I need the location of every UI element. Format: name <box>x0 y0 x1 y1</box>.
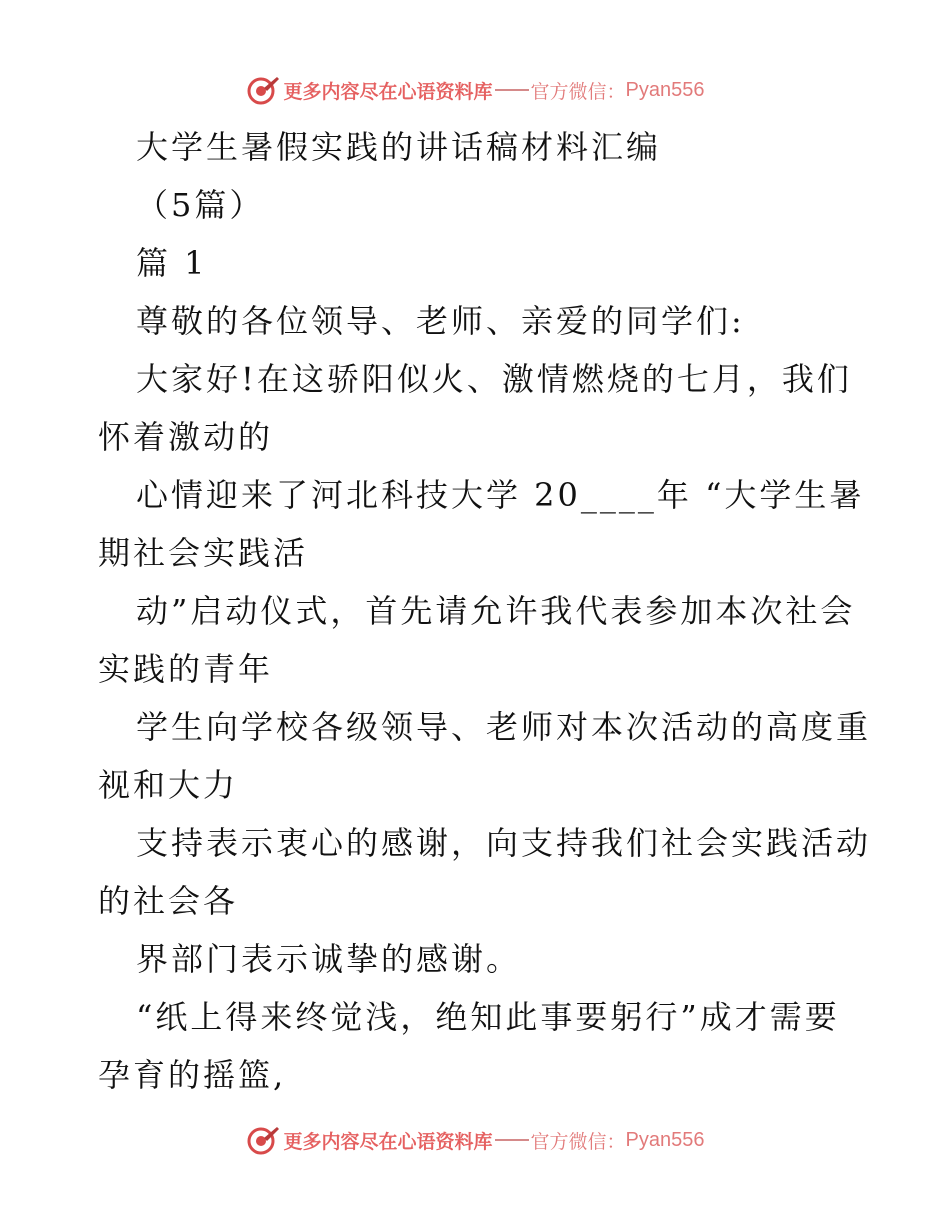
salutation: 尊敬的各位领导、老师、亲爱的同学们: <box>136 302 745 340</box>
document-title: 大学生暑假实践的讲话稿材料汇编 <box>136 128 662 166</box>
document-body <box>98 118 872 1104</box>
paragraph-line: 视和大力 <box>98 766 239 804</box>
section-heading: 篇 1 <box>136 244 208 282</box>
paragraph-line: 学生向学校各级领导、老师对本次活动的高度重 <box>136 708 872 746</box>
banner-dash <box>495 1139 529 1141</box>
banner-wechat-id: Pyan556 <box>625 78 705 101</box>
banner-wechat-label: 官方微信： <box>530 80 626 103</box>
footer-banner <box>0 1124 950 1156</box>
pen-logo-icon <box>246 1124 280 1156</box>
document-subtitle: （5篇） <box>136 186 265 224</box>
paragraph-line: 实践的青年 <box>98 650 274 688</box>
paragraph-line: 心情迎来了河北科技大学 20____年 “大学生暑 <box>136 476 865 514</box>
pen-logo-icon <box>246 74 280 106</box>
paragraph-line: 孕育的摇篮, <box>98 1056 287 1094</box>
paragraph-line: “纸上得来终觉浅，绝知此事要躬行”成才需要 <box>136 998 840 1036</box>
paragraph-line: 大家好!在这骄阳似火、激情燃烧的七月，我们 <box>136 360 852 398</box>
header-banner <box>0 74 950 106</box>
paragraph-line: 的社会各 <box>98 882 239 920</box>
banner-wechat-label: 官方微信： <box>530 1130 626 1153</box>
paragraph-line: 期社会实践活 <box>98 534 309 572</box>
banner-text: 更多内容尽在心语资料库 <box>283 80 493 103</box>
paragraph-line: 动”启动仪式，首先请允许我代表参加本次社会 <box>136 592 856 630</box>
paragraph-line: 怀着激动的 <box>98 418 274 456</box>
paragraph-line: 界部门表示诚挚的感谢。 <box>136 940 522 978</box>
banner-dash <box>495 89 529 91</box>
banner-wechat-id: Pyan556 <box>625 1128 705 1151</box>
paragraph-line: 支持表示衷心的感谢，向支持我们社会实践活动 <box>136 824 872 862</box>
banner-text: 更多内容尽在心语资料库 <box>283 1130 493 1153</box>
